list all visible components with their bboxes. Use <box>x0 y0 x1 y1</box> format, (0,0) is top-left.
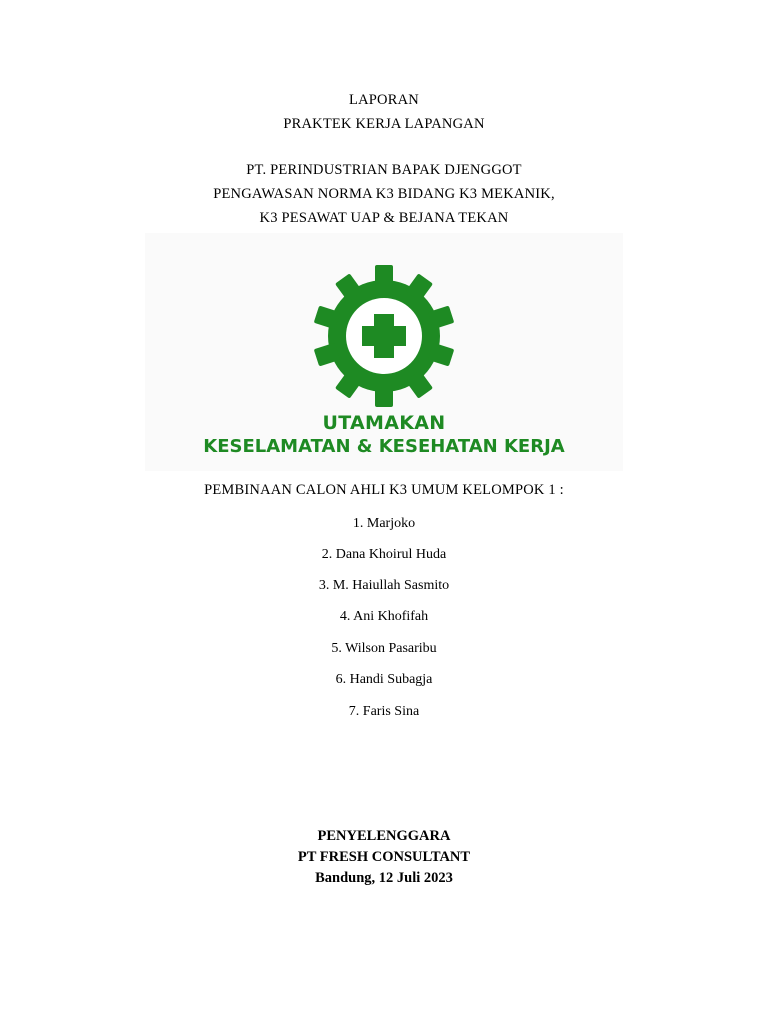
member-item: 5. Wilson Pasaribu <box>331 641 437 656</box>
report-title: LAPORAN <box>349 92 419 108</box>
member-item: 4. Ani Khofifah <box>339 609 429 624</box>
organizer-name: PT FRESH CONSULTANT <box>297 849 471 865</box>
logo-slogan-line-1: UTAMAKAN <box>322 412 446 434</box>
k3-gear-cross-icon <box>312 264 456 408</box>
member-item: 3. M. Haiullah Sasmito <box>318 578 450 593</box>
member-item: 1. Marjoko <box>352 516 416 531</box>
report-subtitle: PRAKTEK KERJA LAPANGAN <box>283 116 485 132</box>
member-item: 7. Faris Sina <box>348 704 420 719</box>
logo-slogan-line-2: KESELAMATAN & KESEHATAN KERJA <box>203 436 565 457</box>
scope-line-2: K3 PESAWAT UAP & BEJANA TEKAN <box>259 210 509 226</box>
group-heading: PEMBINAAN CALON AHLI K3 UMUM KELOMPOK 1 : <box>204 482 564 498</box>
organizer-label: PENYELENGGARA <box>317 828 451 844</box>
place-date: Bandung, 12 Juli 2023 <box>315 870 453 886</box>
scope-line-1: PENGAWASAN NORMA K3 BIDANG K3 MEKANIK, <box>213 186 555 202</box>
company-name: PT. PERINDUSTRIAN BAPAK DJENGGOT <box>246 162 522 178</box>
k3-logo <box>145 233 623 471</box>
member-item: 6. Handi Subagja <box>335 672 433 687</box>
member-item: 2. Dana Khoirul Huda <box>321 547 447 562</box>
